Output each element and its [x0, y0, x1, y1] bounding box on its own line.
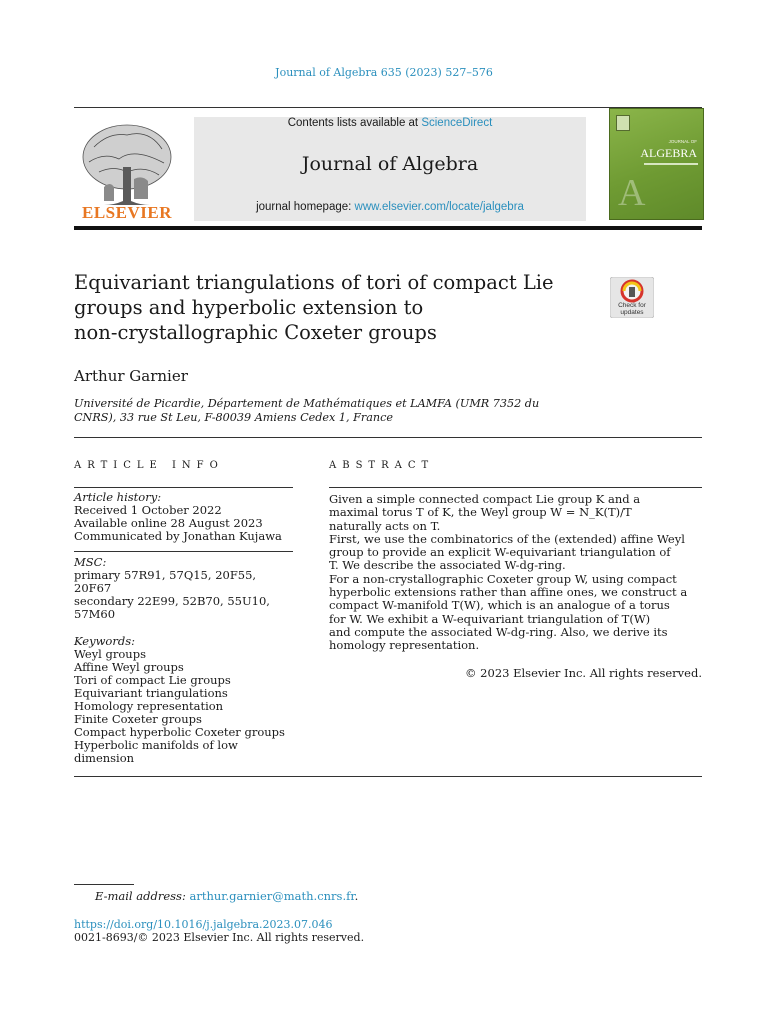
article-history — [74, 491, 294, 543]
abstract-line: Given a simple connected compact Lie group K and a — [329, 492, 641, 506]
crossmark-label-line: updates — [620, 309, 644, 316]
abstract-paragraph — [329, 573, 702, 653]
msc-codes — [74, 556, 294, 621]
cover-line — [644, 163, 698, 165]
issn-line: 0021-8693/© 2023 Elsevier Inc. All rights reserved. — [74, 931, 365, 944]
keyword-item: Affine Weyl groups — [74, 660, 184, 674]
keyword-item: Equivariant triangulations — [74, 686, 228, 700]
section-rule — [74, 437, 702, 438]
abstract-line: For a non-crystallographic Coxeter group W, using compact — [329, 571, 677, 586]
contents-prefix: Contents lists available at — [287, 117, 422, 129]
abstract-line: for W. We exhibit a W-equivariant triangulation of T(W) — [329, 611, 651, 626]
affiliation-line: Université de Picardie, Département de Mathématiques et LAMFA (UMR 7352 du — [74, 397, 540, 410]
abstract-line: group to provide an explicit W-equivariant triangulation of — [329, 545, 671, 560]
journal-cover[interactable] — [609, 108, 704, 220]
keyword-item: Homology representation — [74, 699, 224, 713]
cover-publisher-icon — [616, 115, 630, 131]
crossmark-label-line: Check for — [618, 302, 646, 309]
copyright-notice: © 2023 Elsevier Inc. All rights reserved. — [465, 666, 702, 680]
abstract-line: T. We describe the associated W-dg-ring. — [329, 558, 566, 573]
abstract-paragraph — [329, 533, 702, 573]
msc-line: 57M60 — [74, 607, 116, 621]
abstract-heading: ABSTRACT — [329, 460, 435, 471]
header-rule — [74, 107, 702, 108]
cover-letter-a: A — [618, 172, 646, 214]
abstract-line: naturally acts on T. — [329, 518, 441, 533]
abstract-line: First, we use the combinatorics of the (extended) affine Weyl — [329, 531, 685, 546]
abstract-paragraph — [329, 493, 702, 533]
crossmark-label — [610, 302, 654, 316]
keywords-label: Keywords: — [74, 634, 135, 648]
title-line: non-crystallographic Coxeter groups — [74, 321, 437, 344]
msc-line: 20F67 — [74, 581, 112, 595]
abstract-line: homology representation. — [329, 638, 480, 653]
keyword-item: Finite Coxeter groups — [74, 712, 202, 726]
keyword-item: dimension — [74, 751, 135, 765]
abstract-rule — [329, 487, 702, 488]
keyword-item: Tori of compact Lie groups — [74, 673, 231, 687]
email-link[interactable]: arthur.garnier@math.cnrs.fr — [189, 889, 355, 903]
abstract-line: compact W-manifold T(W), which is an analogue of a torus — [329, 598, 670, 613]
history-rule — [74, 551, 293, 552]
article-info-rule — [74, 487, 293, 488]
history-label: Article history: — [74, 490, 162, 504]
contents-line — [194, 117, 586, 129]
homepage-prefix: journal homepage: — [256, 201, 355, 213]
history-item: Available online 28 August 2023 — [74, 516, 263, 530]
cover-title: ALGEBRA — [640, 146, 697, 160]
check-for-updates-button[interactable] — [610, 277, 654, 318]
homepage-line — [194, 201, 586, 213]
doi-link[interactable]: https://doi.org/10.1016/j.jalgebra.2023.07.046 — [74, 918, 333, 931]
article-info-heading: ARTICLE INFO — [74, 460, 224, 471]
keywords — [74, 635, 294, 765]
affiliation — [74, 397, 614, 425]
keyword-item: Weyl groups — [74, 647, 146, 661]
sciencedirect-link[interactable]: ScienceDirect — [421, 117, 493, 129]
keyword-item: Compact hyperbolic Coxeter groups — [74, 725, 285, 739]
abstract-line: maximal torus T of K, the Weyl group W = N_K(T)/T — [329, 505, 632, 520]
author-name: Arthur Garnier — [74, 367, 188, 385]
email-footnote — [95, 889, 358, 903]
msc-line: secondary 22E99, 52B70, 55U10, — [74, 594, 270, 608]
elsevier-wordmark-text: ELSEVIER — [82, 203, 172, 222]
abstract-body — [329, 493, 702, 653]
msc-line: primary 57R91, 57Q15, 20F55, — [74, 568, 257, 582]
title-line: groups and hyperbolic extension to — [74, 296, 424, 319]
email-label: E-mail address: — [95, 889, 190, 903]
title-line: Equivariant triangulations of tori of compact Lie — [74, 271, 554, 294]
journal-citation[interactable]: Journal of Algebra 635 (2023) 527–576 — [275, 66, 493, 79]
journal-homepage-link[interactable]: www.elsevier.com/locate/jalgebra — [354, 201, 524, 213]
history-item: Received 1 October 2022 — [74, 503, 222, 517]
cover-subtitle: JOURNAL OF — [668, 139, 697, 144]
header-thick-rule — [74, 226, 702, 230]
history-item: Communicated by Jonathan Kujawa — [74, 529, 282, 543]
article-title — [74, 270, 594, 345]
email-suffix: . — [354, 889, 359, 903]
elsevier-wordmark — [74, 203, 180, 223]
abstract-line: hyperbolic extensions rather than affine ones, we construct a — [329, 585, 688, 600]
footnote-rule — [74, 884, 134, 885]
abstract-line: and compute the associated W-dg-ring. Also, we derive its — [329, 624, 668, 639]
keyword-item: Hyperbolic manifolds of low — [74, 738, 238, 752]
journal-name: Journal of Algebra — [301, 153, 479, 175]
affiliation-line: CNRS), 33 rue St Leu, F-80039 Amiens Cedex 1, France — [74, 411, 394, 424]
abstract-end-rule — [74, 776, 702, 777]
msc-label: MSC: — [74, 555, 107, 569]
